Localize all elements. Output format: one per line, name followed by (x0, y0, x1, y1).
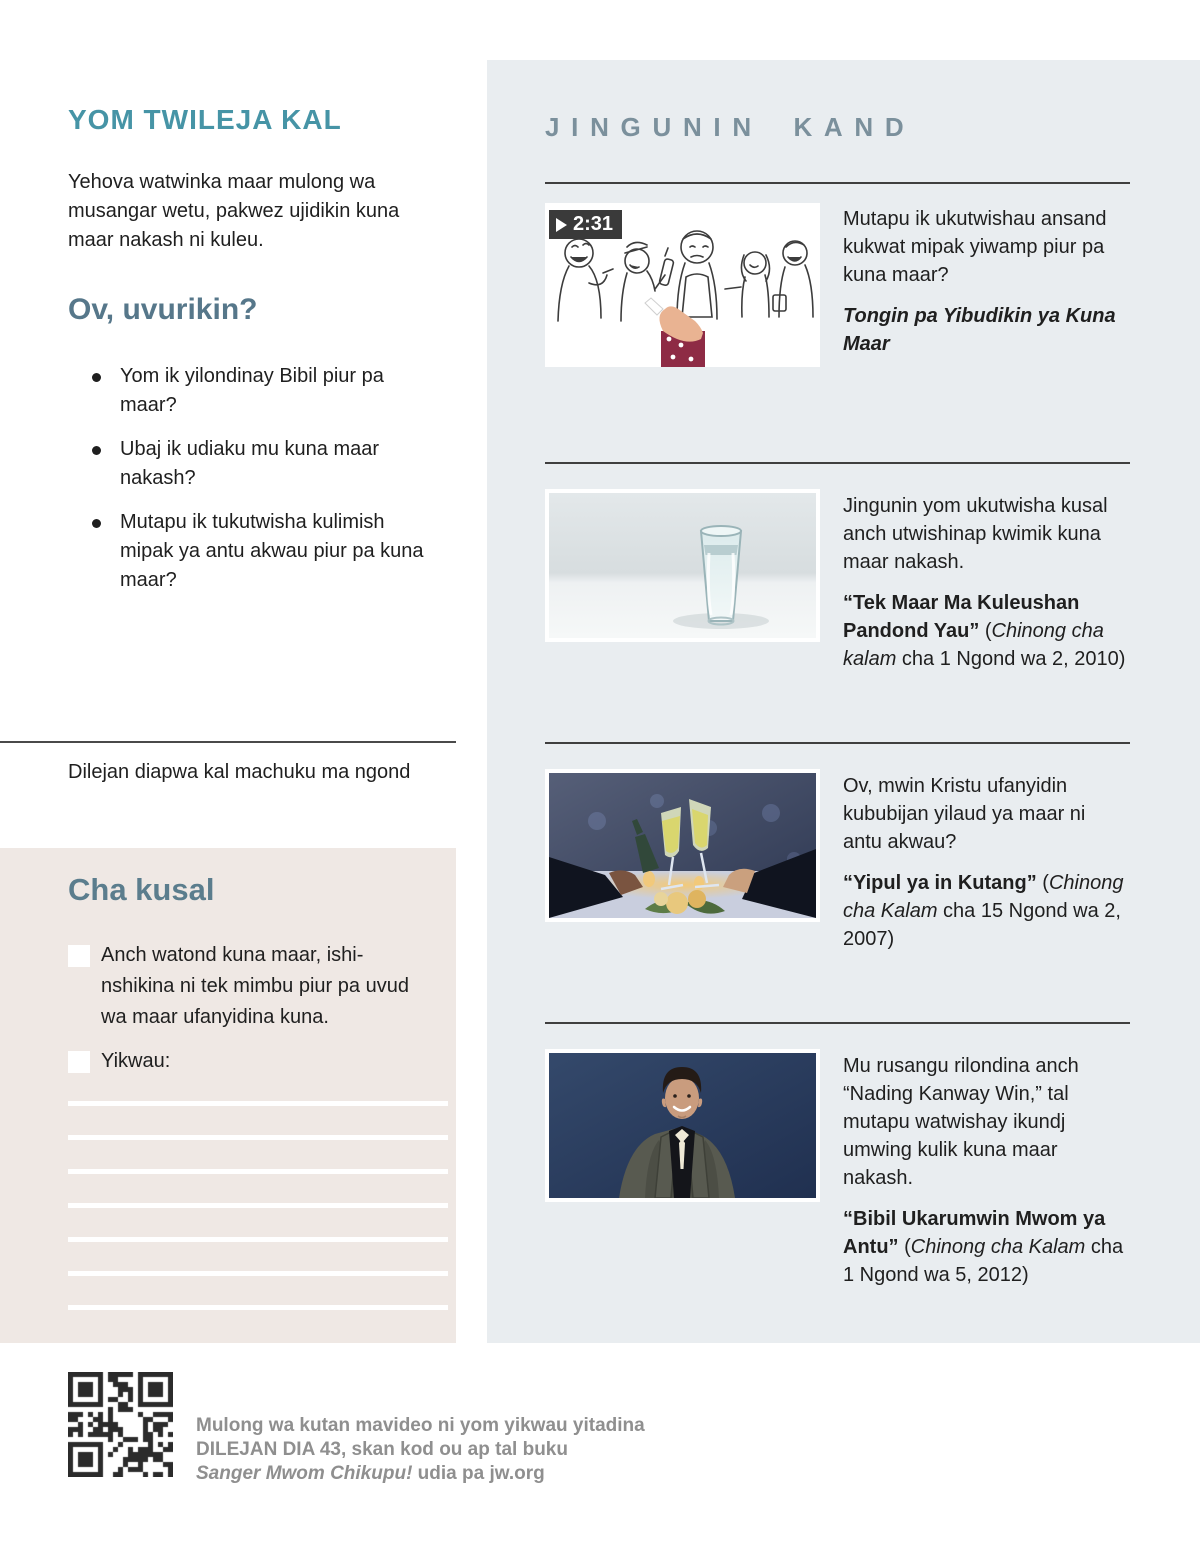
media-section-text (843, 1052, 1128, 1289)
play-icon (556, 218, 567, 232)
worksheet-title: Cha kusal (68, 872, 215, 907)
section-question: Jingunin yom ukutwisha kusal anch utwishinap kwimik kuna maar nakash. (843, 495, 1108, 573)
footer-line (196, 1462, 676, 1486)
footer-line-rest: udia pa jw.org (412, 1463, 545, 1484)
checklist-item (68, 940, 434, 1033)
lesson-note: Dilejan diapwa kal machuku ma ngond (68, 761, 411, 783)
article-title: YOM TWILEJA KAL (68, 104, 342, 135)
qr-code (68, 1372, 173, 1477)
media-section-text (843, 205, 1128, 358)
bullet-icon (92, 446, 101, 455)
reference-paren: ( (1036, 872, 1049, 894)
section-question: Ov, mwin Kristu ufanyidin kububijan yilaud ya maar ni antu akwau? (843, 775, 1086, 853)
section-reference (843, 869, 1128, 953)
intro-paragraph: Yehova watwinka maar mulong wa musangar wetu, pakwez ujidikin kuna maar nakash ni kuleu. (68, 171, 400, 251)
media-section-text (843, 772, 1128, 953)
media-section-text (843, 492, 1128, 673)
reference-paren: ( (979, 620, 992, 642)
reference-title: “Bibil Ukarumwin Mwom ya Antu” (843, 1208, 1106, 1258)
video-duration-badge (549, 210, 622, 239)
panel-divider (545, 742, 1130, 744)
questions-list (92, 362, 437, 610)
question-item (92, 362, 437, 420)
writing-line (68, 1305, 448, 1310)
checklist-item-label: Anch watond kuna maar, ishi-nshikina ni tek mimbu piur pa uvud wa maar ufanyidina kuna. (101, 944, 409, 1028)
champagne-toast-illustration (549, 773, 816, 918)
footer-text (196, 1414, 676, 1486)
checkbox-icon (68, 1051, 90, 1073)
reference-title: “Tek Maar Ma Kuleushan Pandond Yau” (843, 592, 1080, 642)
writing-line (68, 1101, 448, 1106)
bullet-icon (92, 519, 101, 528)
question-text: Ubaj ik udiaku mu kuna maar nakash? (120, 438, 380, 489)
panel-divider (545, 182, 1130, 184)
writing-line (68, 1203, 448, 1208)
portrait-photo (545, 1049, 820, 1202)
glass-photo (545, 489, 820, 642)
section-reference (843, 1205, 1128, 1289)
footer-line: DILEJAN DIA 43, skan kod ou ap tal buku (196, 1439, 568, 1460)
panel-title: JINGUNIN KAND (545, 112, 916, 142)
reference-issue: cha 15 Ngond wa 2, 2007) (843, 900, 1121, 950)
toast-photo (545, 769, 820, 922)
reference-title: “Yipul ya in Kutang” (843, 872, 1037, 894)
worksheet-box (0, 848, 456, 1343)
section-divider (0, 741, 456, 743)
video-duration: 2:31 (573, 213, 614, 235)
writing-line (68, 1135, 448, 1140)
footer-book-title: Sanger Mwom Chikupu! (196, 1463, 413, 1484)
reference-issue: cha 1 Ngond wa 5, 2012) (843, 1236, 1124, 1286)
section-reference (843, 589, 1128, 673)
writing-line (68, 1271, 448, 1276)
writing-lines (68, 1101, 448, 1339)
question-text: Yom ik yilondinay Bibil piur pa maar? (120, 365, 384, 416)
writing-line (68, 1237, 448, 1242)
reference-journal: Chinong cha kalam (843, 620, 1104, 670)
bullet-icon (92, 373, 101, 382)
reference-title: Tongin pa Yibudikin ya Kuna Maar (843, 305, 1116, 355)
checklist-item (68, 1046, 434, 1077)
questions-title: Ov, uvurikin? (68, 293, 258, 326)
panel-divider (545, 1022, 1130, 1024)
question-text: Mutapu ik tukutwisha kulimish mipak ya antu akwau piur pa kuna maar? (120, 511, 424, 591)
question-item (92, 435, 437, 493)
man-portrait-illustration (549, 1053, 816, 1198)
reference-paren: ( (898, 1236, 911, 1258)
upside-down-glass-illustration (549, 493, 816, 638)
section-question: Mu rusangu rilondina anch “Nading Kanway Win,” tal mutapu watwishay ikundj umwing kulik kuna maar nakash. (843, 1055, 1079, 1189)
checkbox-icon (68, 945, 90, 967)
writing-line (68, 1169, 448, 1174)
reference-issue: cha 1 Ngond wa 2, 2010) (896, 648, 1126, 670)
footer-line: Mulong wa kutan mavideo ni yom yikwau yitadina (196, 1415, 645, 1436)
question-item (92, 508, 437, 595)
panel-divider (545, 462, 1130, 464)
reference-journal: Chinong cha Kalam (910, 1236, 1086, 1258)
right-panel (487, 60, 1200, 1343)
reference-journal: Chinong cha Kalam (843, 872, 1124, 922)
section-reference (843, 302, 1128, 358)
checklist-item-label: Yikwau: (101, 1050, 171, 1072)
section-question: Mutapu ik ukutwishau ansand kukwat mipak yiwamp piur pa kuna maar? (843, 208, 1107, 286)
